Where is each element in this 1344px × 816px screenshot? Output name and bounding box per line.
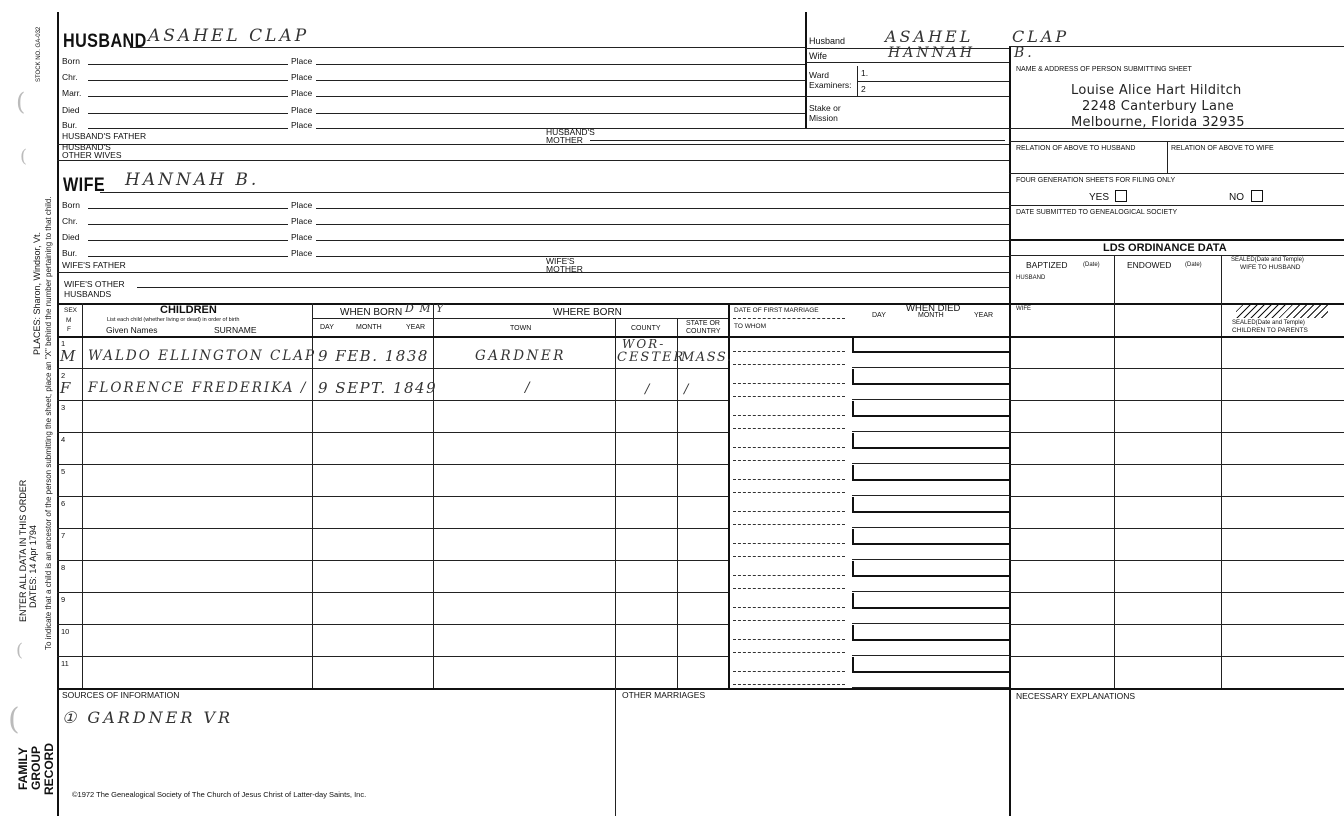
table-row — [57, 496, 1009, 528]
relation-to-wife-label: RELATION OF ABOVE TO WIFE — [1171, 145, 1274, 152]
other-marriages-label: OTHER MARRIAGES — [622, 690, 706, 700]
child-county-handwritten-2[interactable]: CESTER — [617, 350, 686, 365]
child-row-number: 3 — [61, 403, 66, 412]
lds-endowed-label: ENDOWED — [1127, 260, 1172, 270]
died-year-header: YEAR — [974, 312, 994, 319]
examiners-label: Examiners: — [809, 80, 852, 90]
died-day-header: DAY — [872, 312, 886, 319]
born-day-header: DAY — [320, 324, 334, 331]
side-instruction-enter: ENTER ALL DATA IN THIS ORDER — [18, 479, 28, 622]
right-husband-first-handwritten[interactable]: ASAHEL — [885, 27, 974, 46]
state-header: STATE OR — [686, 320, 720, 327]
to-whom-header: TO WHOM — [734, 323, 767, 330]
child-row-number: 8 — [61, 563, 66, 572]
husband-died-place-label: Place — [291, 105, 313, 115]
examiner-1: 1. — [861, 68, 869, 78]
yes-label: YES — [1089, 192, 1110, 203]
wife-born-place-label: Place — [291, 200, 313, 210]
table-row — [57, 656, 1009, 688]
husband-born-place-label: Place — [291, 56, 313, 66]
lds-baptized-label: BAPTIZED — [1026, 260, 1068, 270]
lds-hatched-area — [1236, 304, 1328, 318]
submitter-name[interactable]: Louise Alice Hart Hilditch — [1071, 83, 1242, 98]
right-husband-last-handwritten[interactable]: CLAP — [1012, 27, 1070, 46]
child-row-number: 11 — [61, 659, 69, 668]
first-marriage-header: DATE OF FIRST MARRIAGE — [734, 307, 819, 314]
wife-chr-place-label: Place — [291, 216, 313, 226]
punch-hole-mark: ( — [20, 146, 28, 167]
lds-ordinance-title: LDS ORDINANCE DATA — [1103, 242, 1227, 254]
lds-sealed-children-label: SEALED(Date and Temple) — [1232, 320, 1305, 326]
table-row — [57, 400, 1009, 432]
children-header: CHILDREN — [160, 304, 217, 316]
child-name-handwritten[interactable]: WALDO ELLINGTON CLAP — [88, 348, 317, 364]
child-sex-handwritten[interactable]: F — [60, 379, 71, 397]
child-sex-handwritten[interactable]: M — [60, 347, 76, 365]
child-county-handwritten-2[interactable]: / — [645, 382, 652, 397]
country-header: COUNTRY — [686, 328, 721, 335]
ward-label: Ward — [809, 70, 829, 80]
date-submitted-label: DATE SUBMITTED TO GENEALOGICAL SOCIETY — [1016, 209, 1178, 216]
husband-bur-place-label: Place — [291, 120, 313, 130]
table-row — [57, 464, 1009, 496]
sources-handwritten[interactable]: ① GARDNER VR — [62, 708, 234, 727]
husband-name-handwritten[interactable]: ASAHEL CLAP — [148, 26, 310, 46]
table-row — [57, 624, 1009, 656]
husband-other-wives-label-2: OTHER WIVES — [62, 150, 122, 160]
child-born-handwritten[interactable]: 9 SEPT. 1849 — [318, 379, 438, 397]
where-born-header: WHERE BORN — [553, 307, 622, 318]
born-month-header: MONTH — [356, 324, 382, 331]
child-name-handwritten[interactable]: FLORENCE FREDERIKA / — [88, 380, 308, 396]
lds-husband-label: HUSBAND — [1016, 275, 1046, 281]
husband-mother-label: HUSBAND'S — [546, 127, 595, 137]
punch-hole-mark: ( — [16, 640, 24, 661]
sex-header: SEX — [64, 307, 78, 314]
child-town-handwritten[interactable]: GARDNER — [475, 348, 566, 364]
husband-other-wives-label: HUSBAND'S — [62, 142, 111, 152]
right-wife-first-handwritten[interactable]: HANNAH — [888, 45, 976, 61]
right-wife-label: Wife — [809, 51, 827, 61]
table-row — [57, 432, 1009, 464]
stake-label: Stake or — [809, 103, 841, 113]
child-state-handwritten[interactable]: / — [684, 382, 690, 397]
husband-bur-label: Bur. — [62, 120, 78, 130]
husband-died-label: Died — [62, 105, 80, 115]
child-row-number: 2 — [61, 371, 66, 380]
born-year-header: YEAR — [406, 324, 426, 331]
wife-mother-label-2: MOTHER — [546, 264, 583, 274]
wife-heading: WIFE — [63, 175, 106, 196]
wife-died-place-label: Place — [291, 232, 313, 242]
lds-sealed-wife-label-2: WIFE TO HUSBAND — [1240, 264, 1301, 271]
side-instruction-dates: DATES: 14 Apr 1794 — [28, 525, 38, 608]
right-husband-label: Husband — [809, 36, 846, 46]
husband-marr-label: Marr. — [62, 88, 82, 98]
form-title-family: FAMILY — [16, 747, 30, 790]
wife-other-husbands-label: WIFE'S OTHER — [64, 279, 125, 289]
child-row-number: 6 — [61, 499, 66, 508]
wife-mother-label: WIFE'S — [546, 256, 575, 266]
child-row-number: 7 — [61, 531, 66, 540]
child-born-handwritten[interactable]: 9 FEB. 1838 — [318, 347, 429, 365]
town-header: TOWN — [510, 325, 532, 332]
surname-header: SURNAME — [214, 325, 257, 335]
lds-sealed-children-label-2: CHILDREN TO PARENTS — [1232, 327, 1308, 334]
children-note: List each child (whether living or dead) in order of birth — [107, 317, 240, 323]
wife-other-husbands-label-2: HUSBANDS — [64, 289, 112, 299]
right-wife-last-handwritten[interactable]: B. — [1014, 45, 1035, 61]
child-county-handwritten[interactable]: WOR- — [622, 337, 666, 351]
child-row-number: 1 — [61, 339, 66, 348]
when-born-scribble: D M Y — [405, 302, 445, 315]
punch-hole-mark: ( — [16, 88, 26, 116]
punch-hole-mark: ( — [8, 702, 20, 737]
given-names-header: Given Names — [106, 325, 158, 335]
wife-father-label: WIFE'S FATHER — [62, 260, 126, 270]
wife-died-label: Died — [62, 232, 80, 242]
wife-bur-label: Bur. — [62, 248, 78, 258]
submitter-city[interactable]: Melbourne, Florida 32935 — [1071, 115, 1245, 130]
when-died-header: WHEN DIED — [906, 303, 961, 314]
wife-born-label: Born — [62, 200, 80, 210]
submitter-street[interactable]: 2248 Canterbury Lane — [1082, 99, 1235, 114]
relation-to-husband-label: RELATION OF ABOVE TO HUSBAND — [1016, 145, 1136, 152]
husband-marr-place-label: Place — [291, 88, 313, 98]
mission-label: Mission — [809, 113, 838, 123]
wife-chr-label: Chr. — [62, 216, 78, 226]
lds-baptized-date: (Date) — [1083, 262, 1100, 268]
husband-heading: HUSBAND — [63, 31, 147, 52]
husband-born-label: Born — [62, 56, 80, 66]
yes-checkbox[interactable] — [1115, 190, 1127, 202]
wife-name-handwritten[interactable]: HANNAH B. — [125, 170, 260, 190]
died-month-header: MONTH — [918, 312, 944, 319]
lds-endowed-date: (Date) — [1185, 262, 1202, 268]
sex-header-m: M — [66, 317, 72, 324]
table-row — [57, 592, 1009, 624]
county-header: COUNTY — [631, 325, 661, 332]
child-row-number: 10 — [61, 627, 70, 636]
wife-bur-place-label: Place — [291, 248, 313, 258]
submitter-label: NAME & ADDRESS OF PERSON SUBMITTING SHEET — [1016, 66, 1192, 73]
copyright: ©1972 The Genealogical Society of The Church of Jesus Christ of Latter-day Saints, Inc. — [72, 790, 367, 799]
husband-mother-label-2: MOTHER — [546, 135, 583, 145]
no-label: NO — [1229, 192, 1244, 203]
child-row-number: 5 — [61, 467, 66, 476]
lds-wife-label: WIFE — [1016, 306, 1031, 312]
child-town-handwritten[interactable]: / — [525, 380, 533, 396]
sex-header-f: F — [67, 326, 71, 333]
side-instruction-places: PLACES: Sharon, Windsor, Vt. — [32, 231, 42, 355]
husband-chr-label: Chr. — [62, 72, 78, 82]
form-title-record: RECORD — [42, 742, 56, 795]
examiner-2: 2 — [861, 84, 866, 94]
table-row — [57, 560, 1009, 592]
side-instruction-indicate: To indicate that a child is an ancestor of the person submitting the sheet, place an "X" behind the number pertaining to that child. — [44, 196, 53, 650]
lds-sealed-wife-label: SEALED(Date and Temple) — [1231, 257, 1304, 263]
child-row-number: 9 — [61, 595, 66, 604]
husband-chr-place-label: Place — [291, 72, 313, 82]
when-born-header: WHEN BORN — [340, 307, 403, 318]
stock-number: STOCK NO. GA-032 — [36, 26, 42, 82]
husband-father-label: HUSBAND'S FATHER — [62, 131, 147, 141]
child-state-handwritten[interactable]: MASS. — [681, 350, 733, 365]
table-row — [57, 528, 1009, 560]
child-row-number: 4 — [61, 435, 66, 444]
four-generation-label: FOUR GENERATION SHEETS FOR FILING ONLY — [1016, 177, 1176, 184]
sources-label: SOURCES OF INFORMATION — [62, 690, 180, 700]
no-checkbox[interactable] — [1251, 190, 1263, 202]
necessary-explanations-label: NECESSARY EXPLANATIONS — [1016, 691, 1136, 701]
form-title-group: GROUP — [29, 745, 43, 790]
